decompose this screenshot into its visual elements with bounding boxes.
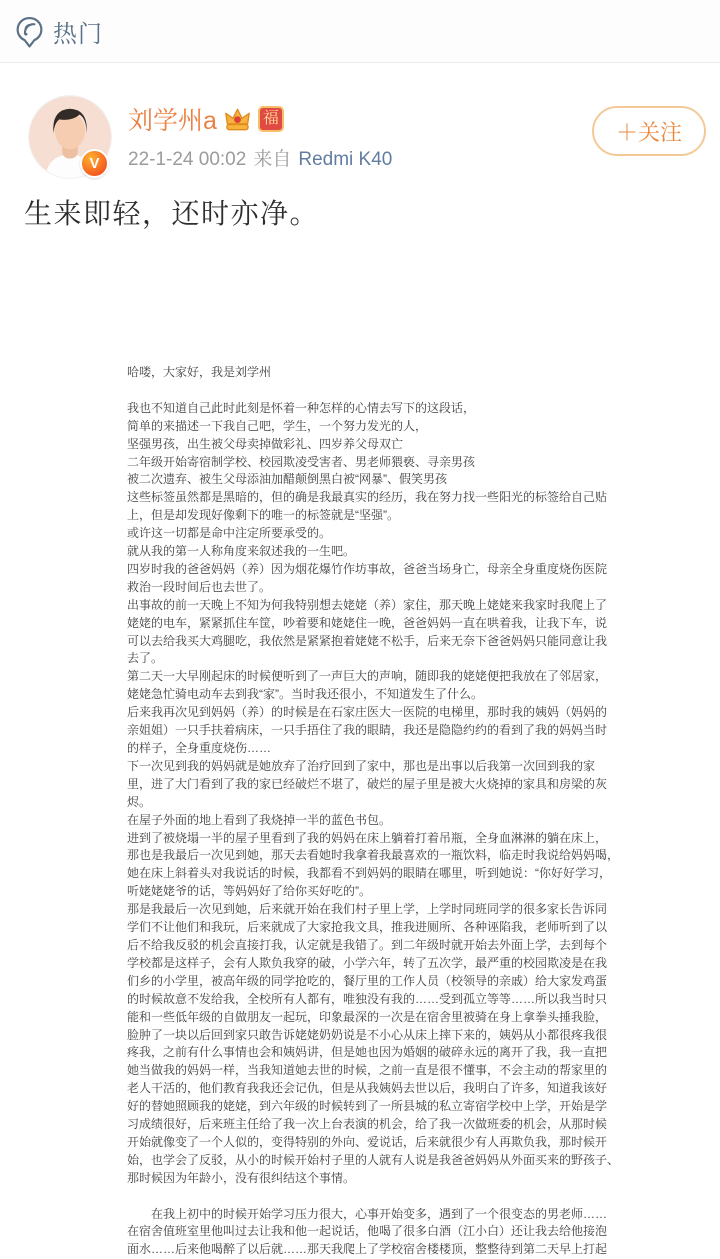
post-meta: [128, 144, 392, 171]
letter-text-line: 疼我，之前有什么事情也会和姨妈讲，但是她也因为婚姻的破碎永远的离开了我，我一直把: [127, 1045, 608, 1060]
letter-text-line: 那是我最后一次见到她，后来就开始在我们村子里上学，上学时同班同学的很多家长告诉同: [127, 902, 608, 917]
letter-text-line: 脸肿了一块以后回到家只敢告诉姥姥奶奶说是不小心从床上摔下来的，姨妈从小都很疼我很: [127, 1027, 608, 1042]
letter-text-line: 后不给我反驳的机会直接打我，认定就是我错了。到二年级时就开始去外面上学，去到每个: [127, 937, 608, 952]
letter-text-line: 在屋子外面的地上看到了我烧掉一半的蓝色书包。: [127, 812, 392, 827]
letter-text-line: 亲姐姐）一只手扶着病床，一只手捂住了我的眼睛，我还是隐隐约约的看到了我的妈妈当时: [127, 723, 608, 738]
letter-text-line: [127, 382, 632, 400]
letter-text-line: 烬。: [127, 794, 152, 809]
letter-text-line: 坚强男孩，出生被父母卖掉做彩礼、四岁养父母双亡: [127, 436, 404, 451]
letter-text-line: 们乡的小学里，被高年级的同学抢吃的，餐厅里的工作人员（校领导的亲戚）给大家发鸡蛋: [127, 973, 608, 988]
letter-image[interactable]: [127, 364, 632, 1259]
letter-text-line: 二年级开始寄宿制学校、校园欺凌受害者、男老师猥亵、寻亲男孩: [127, 454, 476, 469]
letter-text-line: 的时候故意不发给我，全校所有人都有，唯独没有我的……受到孤立等等……所以我当时只: [127, 991, 608, 1006]
letter-text-line: 哈喽，大家好，我是刘学州: [127, 365, 272, 379]
avatar[interactable]: [28, 95, 114, 181]
letter-text-line: 或许这一切都是命中注定所要承受的。: [127, 526, 332, 541]
letter-text-line: 这些标签虽然都是黑暗的，但的确是我最真实的经历，我在努力找一些阳光的标签给自己贴: [127, 490, 608, 505]
page-title: 热门: [53, 20, 103, 48]
letter-text-line: 进到了被烧塌一半的屋子里看到了我的妈妈在床上躺着打着吊瓶，全身血淋淋的躺在床上，: [127, 830, 608, 845]
letter-text-line: 可以去给我买大鸡腿吃，我依然是紧紧抱着姥姥不松手，后来无奈下爸爸妈妈只能同意让我: [127, 633, 608, 648]
letter-text-line: 习成绩很好，后来班主任给了我一次上台表演的机会，给了我一次做班委的机会，从那时候: [127, 1117, 608, 1132]
letter-text-line: 那时候因为年龄小，没有很纠结这个事情。: [127, 1170, 356, 1185]
source-link[interactable]: Redmi K40: [298, 149, 393, 170]
letter-text-line: 上，但是却发现好像剩下的唯一的标签就是“坚强”。: [127, 508, 399, 523]
letter-text-line: 那也是我最后一次见到她，那天去看她时我拿着我最喜欢的一瓶饮料，临走时我说给妈妈喝，: [127, 848, 620, 863]
letter-text-line: [127, 1188, 632, 1206]
letter-text-line: 始，也学会了反驳，从小的时候开始村子里的人就有人说是我爸爸妈妈从外面买来的野孩子、: [127, 1152, 620, 1167]
letter-text-line: 面水……后来他喝醉了以后就……那天我爬上了学校宿舍楼楼顶，整整待到第二天早上打起: [127, 1242, 608, 1257]
letter-text-line: 救治一段时间后也去世了。: [127, 579, 272, 594]
letter-text-line: 我也不知道自己此时此刻是怀着一种怎样的心情去写下的这段话，: [127, 400, 476, 415]
letter-text-line: 姥姥的电车，紧紧抓住车筐，吵着要和姥姥住一晚，爸爸妈妈一直在哄着我，让我下车，说: [127, 615, 608, 630]
letter-text-line: 能和一些低年级的自做朋友一起玩，印象最深的一次是在宿舍里被骑在身上拿拳头捶我脸，: [127, 1009, 608, 1024]
letter-text-line: 就从我的第一人称角度来叙述我的一生吧。: [127, 544, 356, 559]
author-line: [128, 102, 284, 136]
letter-text-line: 被二次遗弃、被生父母添油加醋颠倒黑白被“网暴”、假笑男孩: [127, 472, 447, 487]
letter-text-line: 好的替她照顾我的姥姥，到六年级的时候转到了一所县城的私立寄宿学校中上学，开始是学: [127, 1099, 608, 1114]
letter-text-line: 她在床上斜着头对我说话的时候，我都看不到妈妈的眼睛在哪里，听到她说：“你好好学习，: [127, 866, 611, 881]
fu-festival-badge-icon: 福: [258, 106, 284, 132]
letter-text-line: 在宿舍值班室里他叫过去让我和他一起说话，他喝了很多白酒（江小白）还让我去给他接泡: [127, 1224, 608, 1239]
letter-text-line: 她当做我的妈妈一样，当我知道她去世的时候，之前一直是很不懂事，不会主动的帮家里的: [127, 1063, 608, 1078]
letter-text-line: 第二天一大早刚起床的时候便听到了一声巨大的声响，随即我的姥姥便把我放在了邻居家，: [127, 669, 608, 684]
letter-text-line: 听姥姥姥爷的话，等妈妈好了给你买好吃的”。: [127, 884, 371, 899]
letter-text-line: 学校都是这样子，会有人欺负我穿的破，小学六年，转了五次学，最严重的校园欺凌是在我: [127, 955, 608, 970]
top-bar: [0, 0, 720, 63]
letter-text-line: 开始就像变了一个人似的，变得特别的外向、爱说话，后来就很少有人再欺负我，那时候开: [127, 1134, 608, 1149]
letter-text-line: 学们不让他们和我玩，后来就成了大家抢我文具，推我进厕所、各种诬陷我，老师听到了以: [127, 920, 608, 935]
letter-text-line: 姥姥急忙骑电动车去到我“家”。当时我还很小，不知道发生了什么。: [127, 687, 483, 702]
letter-text-line: 在我上初中的时候开始学习压力很大，心事开始变多，遇到了一个很变态的男老师……: [127, 1206, 608, 1221]
letter-text-line: 后来我再次见到妈妈（养）的时候是在石家庄医大一医院的电梯里，那时我的姨妈（妈妈的: [127, 705, 608, 720]
follow-button[interactable]: ＋关注: [592, 106, 706, 156]
post-text: 生来即轻，还时亦净。: [24, 198, 320, 229]
letter-text-line: 出事故的前一天晚上不知为何我特别想去姥姥（养）家住，那天晚上姥姥来我家时我爬上了: [127, 597, 608, 612]
verified-v-badge-icon: V: [80, 149, 109, 178]
letter-text-line: 四岁时我的爸爸妈妈（养）因为烟花爆竹作坊事故，爸爸当场身亡，母亲全身重度烧伤医院: [127, 561, 608, 576]
timestamp: 22-1-24 00:02: [128, 149, 247, 170]
letter-text-line: 去了。: [127, 651, 164, 666]
letter-text-line: 简单的来描述一下我自己吧，学生，一个努力发光的人，: [127, 418, 428, 433]
source-prefix: 来自: [253, 149, 292, 170]
hot-location-icon: [16, 16, 43, 49]
letter-text-line: 老人干活的，他们教育我我还会记仇，但是从我姨妈去世以后，我明白了许多，知道我该好: [127, 1081, 608, 1096]
crown-vip-badge-icon: [224, 107, 251, 133]
author-name[interactable]: 刘学州a: [128, 107, 217, 135]
letter-text-line: 的样子，全身重度烧伤……: [127, 741, 272, 756]
letter-text-line: 下一次见到我的妈妈就是她放弃了治疗回到了家中，那也是出事以后我第一次回到我的家: [127, 758, 596, 773]
letter-text-line: 里，进了大门看到了我的家已经破烂不堪了，破烂的屋子里是被大火烧掉的家具和房梁的灰: [127, 776, 608, 791]
